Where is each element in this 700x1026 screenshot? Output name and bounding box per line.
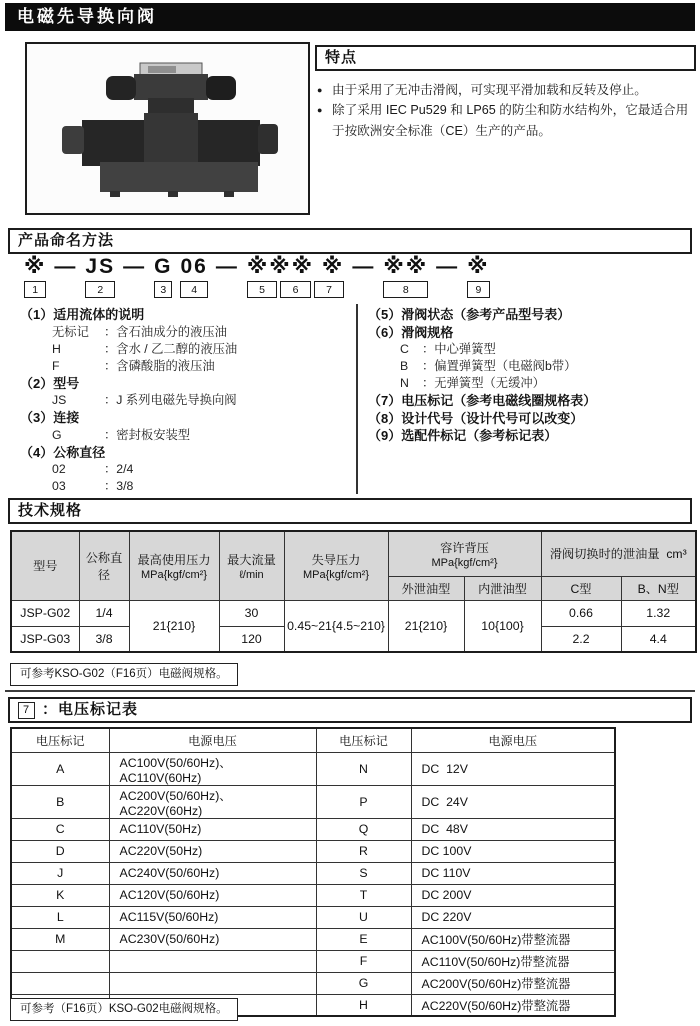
bullet-icon: ●: [317, 85, 323, 95]
specs-header-model: 型号: [11, 531, 79, 600]
legend-item: [368, 306, 692, 324]
code-segment-boxes: [123, 281, 146, 298]
features-panel: [315, 45, 696, 141]
legend-sub-item: [20, 341, 356, 358]
page-title: 电磁先导换向阀: [5, 3, 695, 31]
voltage-row: [11, 906, 615, 928]
code-segment: [436, 256, 459, 298]
voltage-table: [10, 727, 616, 1017]
code-segment-text: —: [352, 255, 376, 278]
specs-header-row-1: [11, 531, 696, 576]
code-segment: [383, 256, 428, 298]
voltage-row: [11, 840, 615, 862]
legend-title: [368, 410, 692, 428]
code-number-box: 7: [314, 281, 345, 298]
legend-item: [20, 306, 356, 375]
specs-cell-leak-bn: 4.4: [621, 626, 696, 652]
feature-bullet: [317, 100, 696, 141]
code-segment-text: ※※※ ※: [246, 255, 345, 278]
legend-title: [368, 427, 692, 445]
code-number-box: 4: [180, 281, 207, 298]
voltage-header-mark-2: 电压标记: [316, 728, 411, 752]
legend-title-text: 滑阀规格: [401, 324, 454, 340]
voltage-row: [11, 862, 615, 884]
specs-cell-flow: 30: [219, 600, 284, 626]
legend-title: [368, 306, 692, 324]
code-segment-text: JS: [85, 255, 116, 278]
legend-number: （6）: [368, 324, 402, 340]
valve-illustration: [48, 53, 288, 205]
legend-title: [368, 324, 692, 342]
specs-cell-diameter: 1/4: [79, 600, 129, 626]
voltage-supply-cell: DC 12V: [411, 752, 615, 785]
legend-title: [20, 409, 356, 427]
voltage-supply-cell: DC 48V: [411, 818, 615, 840]
voltage-mark-cell: P: [316, 785, 411, 818]
code-segment-boxes: [54, 281, 77, 298]
voltage-row: [11, 752, 615, 785]
legend-sub-key: 03: [52, 479, 66, 493]
voltage-mark-cell: B: [11, 785, 109, 818]
code-number-box: 5: [247, 281, 278, 298]
legend-sub-key: C: [400, 342, 409, 356]
legend-number: （3）: [20, 410, 54, 425]
specs-header-pilot-pressure-unit: MPa{kgf/cm²}: [302, 568, 370, 581]
voltage-mark-cell: [11, 950, 109, 972]
section-divider: [5, 690, 695, 692]
specs-cell-max-pressure: 21{210}: [129, 600, 219, 652]
legend-number: （7）: [368, 393, 402, 408]
legend-title-text: 公称直径: [53, 444, 106, 460]
voltage-supply-cell: AC220V(50Hz): [109, 840, 316, 862]
legend-sub-item: [20, 461, 356, 478]
feature-text: 由于采用了无冲击滑阀，可实现平滑加载和反转及停止。: [332, 83, 647, 97]
voltage-mark-cell: S: [316, 862, 411, 884]
code-segment-text: —: [54, 255, 78, 278]
code-segment: [247, 256, 345, 298]
features-heading: 特点: [315, 45, 696, 71]
feature-bullet: [317, 80, 696, 100]
legend-sub-key: 无标记: [52, 324, 89, 339]
code-number-box: 1: [24, 281, 46, 298]
code-number-box: 6: [280, 281, 311, 298]
legend-number: （1）: [20, 307, 54, 322]
specs-header-max-pressure-unit: MPa{kgf/cm²}: [140, 568, 208, 581]
legend-item: [368, 392, 692, 410]
legend-number: （4）: [20, 444, 54, 460]
legend-sub-key: JS: [52, 393, 67, 407]
legend-sub-desc: ：J 系列电磁先导换向阀: [104, 393, 237, 407]
voltage-mark-cell: Q: [316, 818, 411, 840]
voltage-mark-cell: G: [316, 972, 411, 994]
specs-header-type-c: C型: [541, 576, 621, 600]
voltage-mark-cell: F: [316, 950, 411, 972]
code-segment-text: ※: [24, 255, 47, 278]
voltage-supply-cell: DC 220V: [411, 906, 615, 928]
legend-title-text: 滑阀状态（参考产品型号表）: [401, 307, 571, 322]
voltage-mark-cell: T: [316, 884, 411, 906]
legend-sub-key: G: [52, 427, 62, 442]
code-segment: [352, 256, 375, 298]
bullet-icon: ●: [317, 105, 323, 116]
voltage-supply-cell: AC115V(50/60Hz): [109, 906, 316, 928]
voltage-mark-cell: H: [316, 994, 411, 1016]
legend-sub-desc: ：3/8: [104, 479, 134, 493]
legend-sub-item: [368, 358, 692, 375]
legend-sub-list: [20, 427, 356, 444]
voltage-mark-cell: E: [316, 928, 411, 950]
code-segment-boxes: [352, 281, 375, 298]
specs-table: [10, 530, 697, 653]
legend-sub-item: [368, 341, 692, 358]
voltage-table-body: [11, 728, 615, 1016]
specs-header-pilot-pressure-label: 失导压力: [311, 552, 361, 567]
legend-sub-desc: ：偏置弹簧型（电磁阀b带）: [422, 359, 577, 373]
voltage-mark-cell: U: [316, 906, 411, 928]
specs-header-leakage: 滑阀切换时的泄油量 cm³: [541, 531, 696, 576]
code-segment-text: —: [215, 255, 239, 278]
specs-header-back-pressure: [388, 531, 541, 576]
specs-header-max-pressure-label: 最高使用压力: [137, 552, 211, 567]
legend-title: [20, 306, 356, 324]
model-code: [20, 256, 494, 298]
legend-number: （5）: [368, 307, 402, 322]
voltage-supply-cell: AC100V(50/60Hz)带整流器: [411, 928, 615, 950]
code-segment-text: ※※: [383, 255, 429, 278]
code-segment-boxes: [24, 281, 46, 298]
specs-cell-model: JSP-G03: [11, 626, 79, 652]
code-segment-text: —: [123, 255, 147, 278]
voltage-header-mark-1: 电压标记: [11, 728, 109, 752]
legend-sub-desc: ：2/4: [104, 462, 134, 476]
voltage-note: 可参考（F16页）KSO-G02电磁阀规格。: [10, 998, 238, 1021]
code-segment: [85, 256, 115, 298]
legend-sub-key: N: [400, 376, 409, 390]
legend-sub-desc: ：含石油成分的液压油: [104, 324, 227, 339]
voltage-supply-cell: [109, 950, 316, 972]
code-segment-text: G: [154, 255, 173, 278]
voltage-header-row: [11, 728, 615, 752]
legend-item: [20, 375, 356, 410]
specs-header-drain-external: 外泄油型: [388, 576, 464, 600]
voltage-supply-cell: [109, 972, 316, 994]
code-segment-boxes: [85, 281, 115, 298]
specs-cell-leak-bn: 1.32: [621, 600, 696, 626]
voltage-supply-cell: DC 200V: [411, 884, 615, 906]
voltage-supply-cell: AC200V(50/60Hz)带整流器: [411, 972, 615, 994]
code-segment-text: 06: [180, 255, 208, 278]
legend-sub-item: [20, 324, 356, 341]
legend-number: （8）: [368, 410, 402, 426]
voltage-row: [11, 950, 615, 972]
code-segment: [24, 256, 46, 298]
code-segment: [54, 256, 77, 298]
voltage-supply-cell: AC220V(50/60Hz)带整流器: [411, 994, 615, 1016]
voltage-mark-cell: K: [11, 884, 109, 906]
specs-header-max-flow: [219, 531, 284, 600]
specs-header-max-flow-unit: ℓ/min: [239, 568, 264, 581]
legend-title-text: 选配件标记（参考标记表）: [401, 428, 558, 443]
voltage-supply-cell: AC110V(50Hz): [109, 818, 316, 840]
legend-sub-key: H: [52, 341, 61, 356]
legend-number: （2）: [20, 375, 54, 391]
legend-title-text: 连接: [53, 410, 80, 425]
voltage-mark-cell: M: [11, 928, 109, 950]
legend-sub-desc: ：含磷酸脂的液压油: [104, 358, 215, 373]
code-segment: [154, 256, 172, 298]
legend-sub-item: [20, 427, 356, 444]
legend-item: [368, 324, 692, 393]
specs-note: 可参考KSO-G02（F16页）电磁阀规格。: [10, 663, 238, 686]
legend-item: [20, 444, 356, 496]
voltage-heading-number-box: 7: [18, 702, 35, 719]
voltage-mark-cell: N: [316, 752, 411, 785]
legend-sub-desc: ：中心弹簧型: [422, 342, 496, 356]
naming-legend-left: [8, 304, 356, 494]
code-segment-boxes: [247, 281, 345, 298]
voltage-mark-cell: C: [11, 818, 109, 840]
feature-text: 除了采用 IEC Pu529 和 LP65 的防尘和防水结构外，它最适合用于按欧洲安全标准（CE）生产的产品。: [332, 103, 689, 138]
legend-title-text: 设计代号（设计代号可以改变）: [401, 410, 584, 426]
legend-sub-item: [20, 478, 356, 495]
legend-sub-list: [20, 461, 356, 495]
voltage-row: [11, 785, 615, 818]
code-segment-text: —: [436, 255, 460, 278]
legend-sub-desc: ：密封板安装型: [104, 427, 191, 442]
specs-header-type-bn: B、N型: [621, 576, 696, 600]
specs-heading: 技术规格: [8, 498, 692, 524]
code-segment: [467, 256, 489, 298]
legend-title-text: 型号: [53, 375, 80, 391]
voltage-row: [11, 884, 615, 906]
legend-sub-item: [20, 358, 356, 375]
legend-item: [368, 410, 692, 428]
legend-sub-item: [368, 375, 692, 392]
naming-legend: [8, 304, 692, 494]
legend-sub-desc: ：无弹簧型（无缓冲）: [422, 376, 545, 390]
voltage-row: [11, 972, 615, 994]
legend-number: （9）: [368, 428, 402, 443]
legend-title: [20, 375, 356, 393]
legend-sub-item: [20, 392, 356, 409]
code-segment-boxes: [180, 281, 207, 298]
voltage-mark-cell: D: [11, 840, 109, 862]
naming-heading: 产品命名方法: [8, 228, 692, 254]
specs-cell-flow: 120: [219, 626, 284, 652]
voltage-header-supply-1: 电源电压: [109, 728, 316, 752]
code-segment-boxes: [154, 281, 172, 298]
code-segment: [123, 256, 146, 298]
legend-item: [20, 409, 356, 444]
legend-title-text: 电压标记（参考电磁线圈规格表）: [401, 393, 597, 408]
voltage-mark-cell: [11, 972, 109, 994]
code-segment-text: ※: [467, 255, 490, 278]
code-number-box: 3: [154, 281, 172, 298]
voltage-mark-cell: J: [11, 862, 109, 884]
voltage-mark-cell: A: [11, 752, 109, 785]
voltage-supply-cell: AC120V(50/60Hz): [109, 884, 316, 906]
code-segment-boxes: [216, 281, 239, 298]
legend-sub-list: [20, 392, 356, 409]
voltage-supply-cell: DC 110V: [411, 862, 615, 884]
voltage-supply-cell: AC230V(50/60Hz): [109, 928, 316, 950]
specs-cell-leak-c: 2.2: [541, 626, 621, 652]
legend-sub-list: [20, 324, 356, 375]
specs-header-back-pressure-unit: MPa{kgf/cm²}: [431, 556, 498, 569]
voltage-row: [11, 818, 615, 840]
code-number-box: 9: [467, 281, 489, 298]
legend-sub-key: 02: [52, 462, 66, 476]
code-segment: [216, 256, 239, 298]
voltage-supply-cell: DC 24V: [411, 785, 615, 818]
voltage-heading-text: ：电压标记表: [42, 701, 139, 718]
legend-title: [368, 392, 692, 410]
specs-header-drain-internal: 内泄油型: [464, 576, 541, 600]
voltage-header-supply-2: 电源电压: [411, 728, 615, 752]
code-number-box: 8: [383, 281, 428, 298]
specs-cell-diameter: 3/8: [79, 626, 129, 652]
voltage-supply-cell: AC240V(50/60Hz): [109, 862, 316, 884]
legend-sub-desc: ：含水 / 乙二醇的液压油: [104, 341, 238, 356]
voltage-mark-cell: L: [11, 906, 109, 928]
features-list: [315, 80, 696, 141]
specs-header-diameter: 公称直径: [79, 531, 129, 600]
legend-sub-list: [368, 341, 692, 392]
product-photo: [25, 42, 310, 215]
specs-row: [11, 600, 696, 626]
voltage-supply-cell: AC200V(50/60Hz)、AC220V(60Hz): [109, 785, 316, 818]
code-segment-boxes: [383, 281, 428, 298]
voltage-supply-cell: AC110V(50/60Hz)带整流器: [411, 950, 615, 972]
specs-cell-back-internal: 10{100}: [464, 600, 541, 652]
voltage-mark-cell: R: [316, 840, 411, 862]
code-segment-boxes: [467, 281, 489, 298]
naming-legend-right: [356, 304, 692, 494]
specs-header-pilot-pressure: [284, 531, 388, 600]
voltage-heading: [8, 697, 692, 723]
specs-header-max-flow-label: 最大流量: [227, 552, 276, 567]
legend-item: [368, 427, 692, 445]
legend-title-text: 适用流体的说明: [53, 307, 145, 322]
code-segment-boxes: [436, 281, 459, 298]
specs-header-max-pressure: [129, 531, 219, 600]
legend-sub-key: B: [400, 359, 409, 373]
specs-cell-leak-c: 0.66: [541, 600, 621, 626]
specs-cell-back-external: 21{210}: [388, 600, 464, 652]
specs-header-back-pressure-label: 容许背压: [440, 540, 489, 555]
specs-cell-pilot-pressure: 0.45~21{4.5~210}: [284, 600, 388, 652]
voltage-row: [11, 928, 615, 950]
voltage-supply-cell: AC100V(50/60Hz)、AC110V(60Hz): [109, 752, 316, 785]
code-number-box: 2: [85, 281, 115, 298]
voltage-supply-cell: DC 100V: [411, 840, 615, 862]
specs-cell-model: JSP-G02: [11, 600, 79, 626]
legend-sub-key: F: [52, 358, 60, 373]
code-segment: [180, 256, 207, 298]
legend-title: [20, 444, 356, 462]
